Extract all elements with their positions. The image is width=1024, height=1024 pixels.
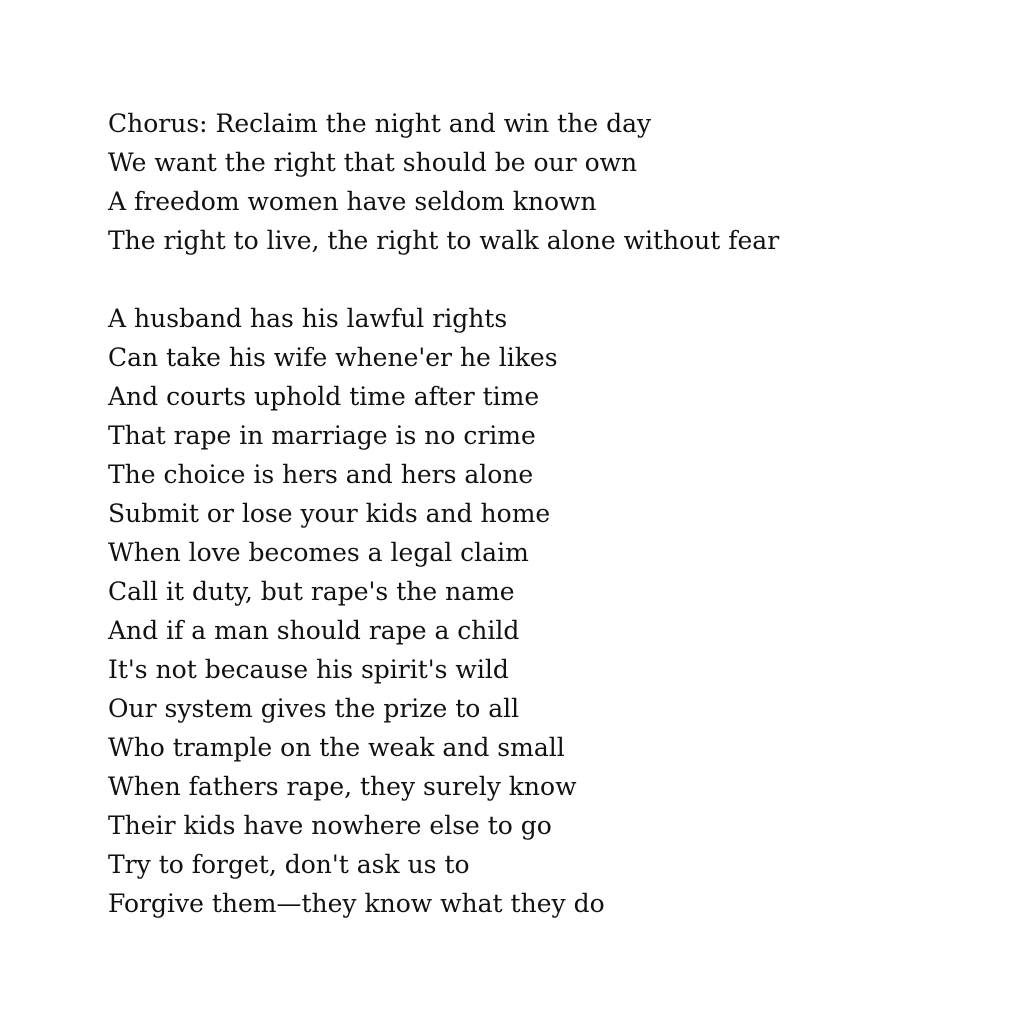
verse-line: And if a man should rape a child <box>108 616 520 645</box>
verse-stanza <box>108 299 988 923</box>
verse-line: Our system gives the prize to all <box>108 694 520 723</box>
verse-line: Can take his wife whene'er he likes <box>108 343 558 372</box>
verse-line: The choice is hers and hers alone <box>108 460 534 489</box>
chorus-line: The right to live, the right to walk alone without fear <box>108 226 780 255</box>
verse-line: That rape in marriage is no crime <box>108 421 536 450</box>
verse-line: Try to forget, don't ask us to <box>108 850 470 879</box>
verse-line: Who trample on the weak and small <box>108 733 565 762</box>
chorus-stanza <box>108 104 988 260</box>
verse-line: Their kids have nowhere else to go <box>108 811 552 840</box>
chorus-line: A freedom women have seldom known <box>108 187 597 216</box>
verse-line: When fathers rape, they surely know <box>108 772 577 801</box>
verse-line: Submit or lose your kids and home <box>108 499 551 528</box>
verse-line: Call it duty, but rape's the name <box>108 577 515 606</box>
verse-line: A husband has his lawful rights <box>108 304 508 333</box>
chorus-line: Chorus: Reclaim the night and win the day <box>108 109 652 138</box>
chorus-line: We want the right that should be our own <box>108 148 638 177</box>
verse-line: Forgive them—they know what they do <box>108 889 605 918</box>
verse-line: It's not because his spirit's wild <box>108 655 509 684</box>
lyrics-text <box>108 104 988 923</box>
verse-line: When love becomes a legal claim <box>108 538 529 567</box>
verse-line: And courts uphold time after time <box>108 382 540 411</box>
